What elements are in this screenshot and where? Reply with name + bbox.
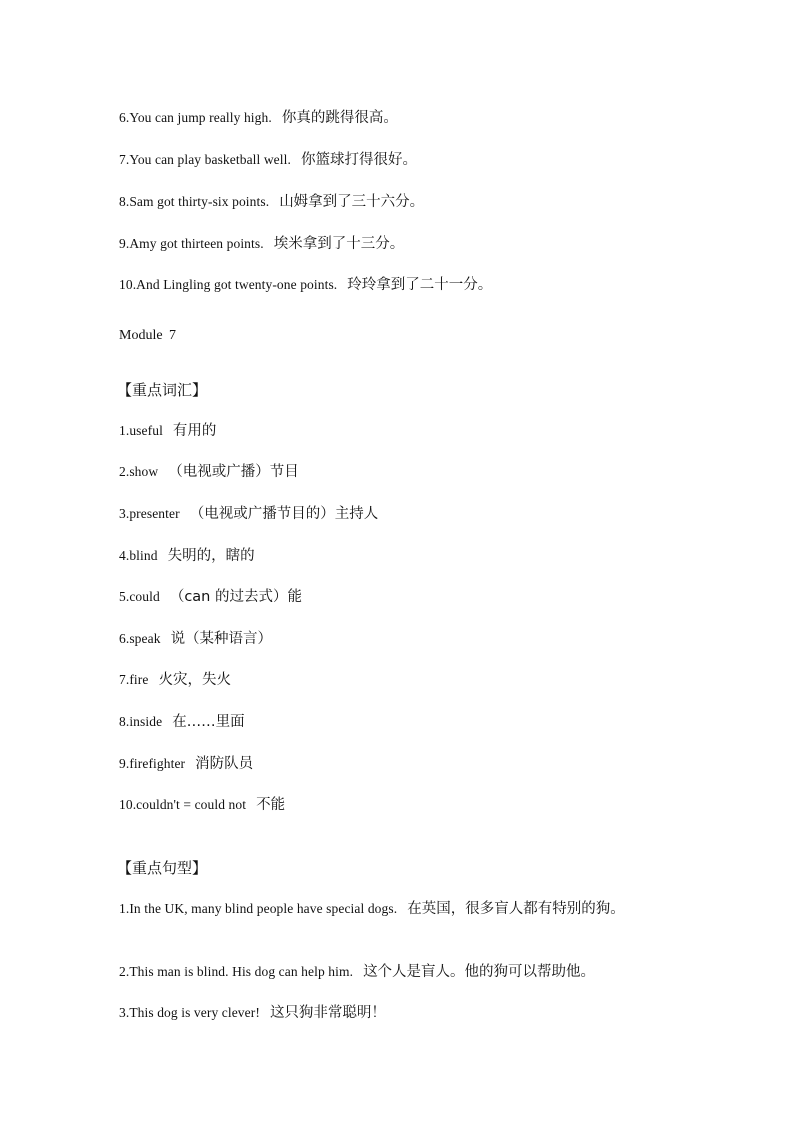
vocab-meaning: （电视或广播）节目 <box>168 464 299 480</box>
sentence-line <box>119 234 404 255</box>
english-text: 7.You can play basketball well. <box>119 152 291 167</box>
vocab-word: 5.could <box>119 589 160 604</box>
chinese-text: 玲玲拿到了二十一分。 <box>347 277 493 293</box>
key-sentence <box>119 899 625 920</box>
vocab-word: 4.blind <box>119 548 158 563</box>
chinese-text: 山姆拿到了三十六分。 <box>279 194 425 210</box>
chinese-text: 这个人是盲人。他的狗可以帮助他。 <box>363 964 596 980</box>
english-text: 2.This man is blind. His dog can help him. <box>119 964 354 979</box>
vocab-meaning: 失明的，瞎的 <box>167 548 255 564</box>
english-text: 10.And Lingling got twenty-one points. <box>119 277 338 292</box>
vocab-word: 3.presenter <box>119 506 180 521</box>
sentence-line <box>119 150 417 171</box>
vocab-meaning: 在……里面 <box>172 714 245 730</box>
sentence-line <box>119 275 492 296</box>
english-text: 1.In the UK, many blind people have special dogs. <box>119 901 398 916</box>
vocab-word: 1.useful <box>119 423 163 438</box>
chinese-text: 你真的跳得很高。 <box>281 110 398 126</box>
vocab-item <box>119 462 299 483</box>
vocab-item <box>119 754 253 775</box>
vocab-word: 6.speak <box>119 631 161 646</box>
vocab-item <box>119 421 216 442</box>
english-text: 8.Sam got thirty-six points. <box>119 194 270 209</box>
vocab-meaning: 说（某种语言） <box>170 631 273 647</box>
vocab-heading: 【重点词汇】 <box>117 381 208 399</box>
chinese-text: 埃米拿到了十三分。 <box>273 236 405 252</box>
sentence-line <box>119 108 398 129</box>
key-sentence <box>119 1003 386 1024</box>
vocab-word: 8.inside <box>119 714 163 729</box>
sentence-line <box>119 192 424 213</box>
vocab-meaning: （电视或广播节目的）主持人 <box>189 506 379 522</box>
vocab-meaning: 不能 <box>256 797 286 813</box>
vocab-word: 7.fire <box>119 672 149 687</box>
vocab-item <box>119 795 285 816</box>
vocab-meaning: 火灾，失火 <box>158 672 231 688</box>
english-text: 3.This dog is very clever! <box>119 1005 260 1020</box>
vocab-word: 2.show <box>119 464 159 479</box>
vocab-item <box>119 670 231 691</box>
chinese-text: 你篮球打得很好。 <box>300 152 417 168</box>
module-title: Module 7 <box>119 328 177 343</box>
vocab-item <box>119 546 255 567</box>
chinese-text: 这只狗非常聪明！ <box>269 1005 386 1021</box>
vocab-meaning: （can 的过去式）能 <box>169 589 302 605</box>
english-text: 6.You can jump really high. <box>119 110 272 125</box>
vocab-item <box>119 587 302 608</box>
vocab-item <box>119 712 245 733</box>
chinese-text: 在英国，很多盲人都有特别的狗。 <box>407 901 625 917</box>
vocab-item <box>119 629 272 650</box>
vocab-meaning: 有用的 <box>172 423 217 439</box>
vocab-item <box>119 504 378 525</box>
sentences-heading: 【重点句型】 <box>117 859 208 877</box>
vocab-meaning: 消防队员 <box>195 756 254 772</box>
key-sentence <box>119 962 595 983</box>
english-text: 9.Amy got thirteen points. <box>119 236 264 251</box>
vocab-word: 9.firefighter <box>119 756 186 771</box>
vocab-word: 10.couldn't = could not <box>119 797 247 812</box>
